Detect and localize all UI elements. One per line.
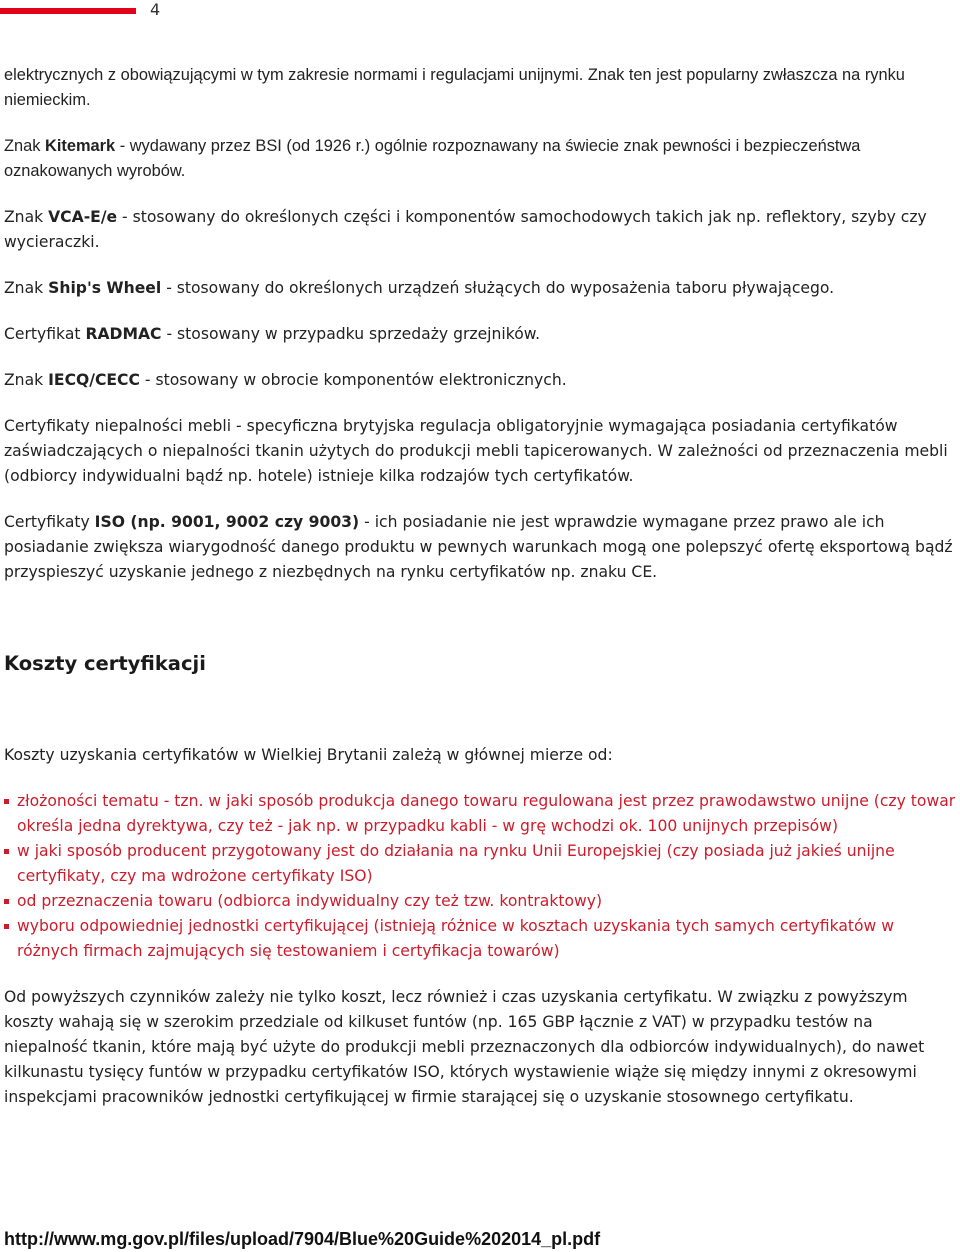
- term-iecq: IECQ/CECC: [48, 371, 140, 389]
- header-accent-bar: [0, 8, 136, 14]
- section-intro: Koszty uzyskania certyfikatów w Wielkiej Brytanii zależą w głównej mierze od:: [4, 746, 613, 764]
- document-body: [4, 63, 959, 1110]
- paragraph-ships-wheel: Znak Ship's Wheel - stosowany do określonych urządzeń służących do wyposażenia taboru pływającego.: [4, 279, 835, 297]
- bullet-square-icon: [4, 899, 9, 904]
- paragraph-furniture: Certyfikaty niepalności mebli - specyficzna brytyjska regulacja obligatoryjnie wymagająca posiadania certyfikatów zaświadczających o niepalności tkanin użytych do produkcji mebli tapicerowanych. W zależności od przeznaczenia mebli (odbiorcy indywidualni bądź np. hotele) istnieje kilka rodzajów tych certyfikatów.: [4, 417, 948, 485]
- cost-factor-list: [4, 789, 959, 964]
- closing-paragraph: Od powyższych czynników zależy nie tylko koszt, lecz również i czas uzyskania certyfikatu. W związku z powyższym koszty wahają się w szerokim przedziale od kilkuset funtów (np. 165 GBP łącznie z VAT) w przypadku testów na niepalność tkanin, które mają być użyte do produkcji mebli przeznaczonych dla odbiorców indywidualnych), do nawet kilkunastu tysięcy funtów w przypadku certyfikatów ISO, których wystawienie wiąże się między innymi z okresowymi inspekcjami pracowników jednostki certyfikującej w firmie starającej się o uzyskanie stosownego certyfikatu.: [4, 988, 925, 1106]
- paragraph-vca: Znak VCA-E/e - stosowany do określonych części i komponentów samochodowych takich jak np. reflektory, szyby czy wycieraczki.: [4, 208, 927, 251]
- bullet-square-icon: [4, 924, 9, 929]
- paragraph-intro: elektrycznych z obowiązującymi w tym zakresie normami i regulacjami unijnymi. Znak ten jest popularny zwłaszcza na rynku niemieckim.: [4, 66, 905, 109]
- list-item: wyboru odpowiedniej jednostki certyfikującej (istnieją różnice w kosztach uzyskania tych samych certyfikatów w różnych firmach zajmujących się testowaniem i certyfikacja towarów): [4, 914, 959, 964]
- term-ships-wheel: Ship's Wheel: [48, 279, 162, 297]
- paragraph-radmac: Certyfikat RADMAC - stosowany w przypadku sprzedaży grzejników.: [4, 325, 541, 343]
- term-radmac: RADMAC: [85, 325, 162, 343]
- list-item: złożoności tematu - tzn. w jaki sposób produkcja danego towaru regulowana jest przez prawodawstwo unijne (czy towar określa jedna dyrektywa, czy też - jak np. w przypadku kabli - w grę wchodzi ok. 100 unijnych przepisów): [4, 789, 959, 839]
- paragraph-iecq: Znak IECQ/CECC - stosowany w obrocie komponentów elektronicznych.: [4, 371, 567, 389]
- term-kitemark: Kitemark: [45, 137, 116, 155]
- page-number: 4: [150, 0, 161, 19]
- list-item: od przeznaczenia towaru (odbiorca indywidualny czy też tzw. kontraktowy): [4, 889, 959, 914]
- term-vca: VCA-E/e: [48, 208, 118, 226]
- term-iso: ISO (np. 9001, 9002 czy 9003): [94, 513, 360, 531]
- source-link[interactable]: http://www.mg.gov.pl/files/upload/7904/Blue%20Guide%202014_pl.pdf: [4, 1229, 601, 1249]
- bullet-square-icon: [4, 849, 9, 854]
- paragraph-iso: Certyfikaty ISO (np. 9001, 9002 czy 9003) - ich posiadanie nie jest wprawdzie wymagane przez prawo ale ich posiadanie zwiększa wiarygodność danego produktu w pewnych warunkach mogą one polepszyć ofertę eksportową bądź przyspieszyć uzyskanie jednego z niezbędnych na rynku certyfikatów np. znaku CE.: [4, 513, 953, 581]
- bullet-square-icon: [4, 799, 9, 804]
- section-heading: Koszty certyfikacji: [4, 652, 206, 675]
- paragraph-kitemark: Znak Kitemark - wydawany przez BSI (od 1926 r.) ogólnie rozpoznawany na świecie znak pewności i bezpieczeństwa oznakowanych wyrobów.: [4, 137, 861, 180]
- list-item: w jaki sposób producent przygotowany jest do działania na rynku Unii Europejskiej (czy posiada już jakieś unijne certyfikaty, czy ma wdrożone certyfikaty ISO): [4, 839, 959, 889]
